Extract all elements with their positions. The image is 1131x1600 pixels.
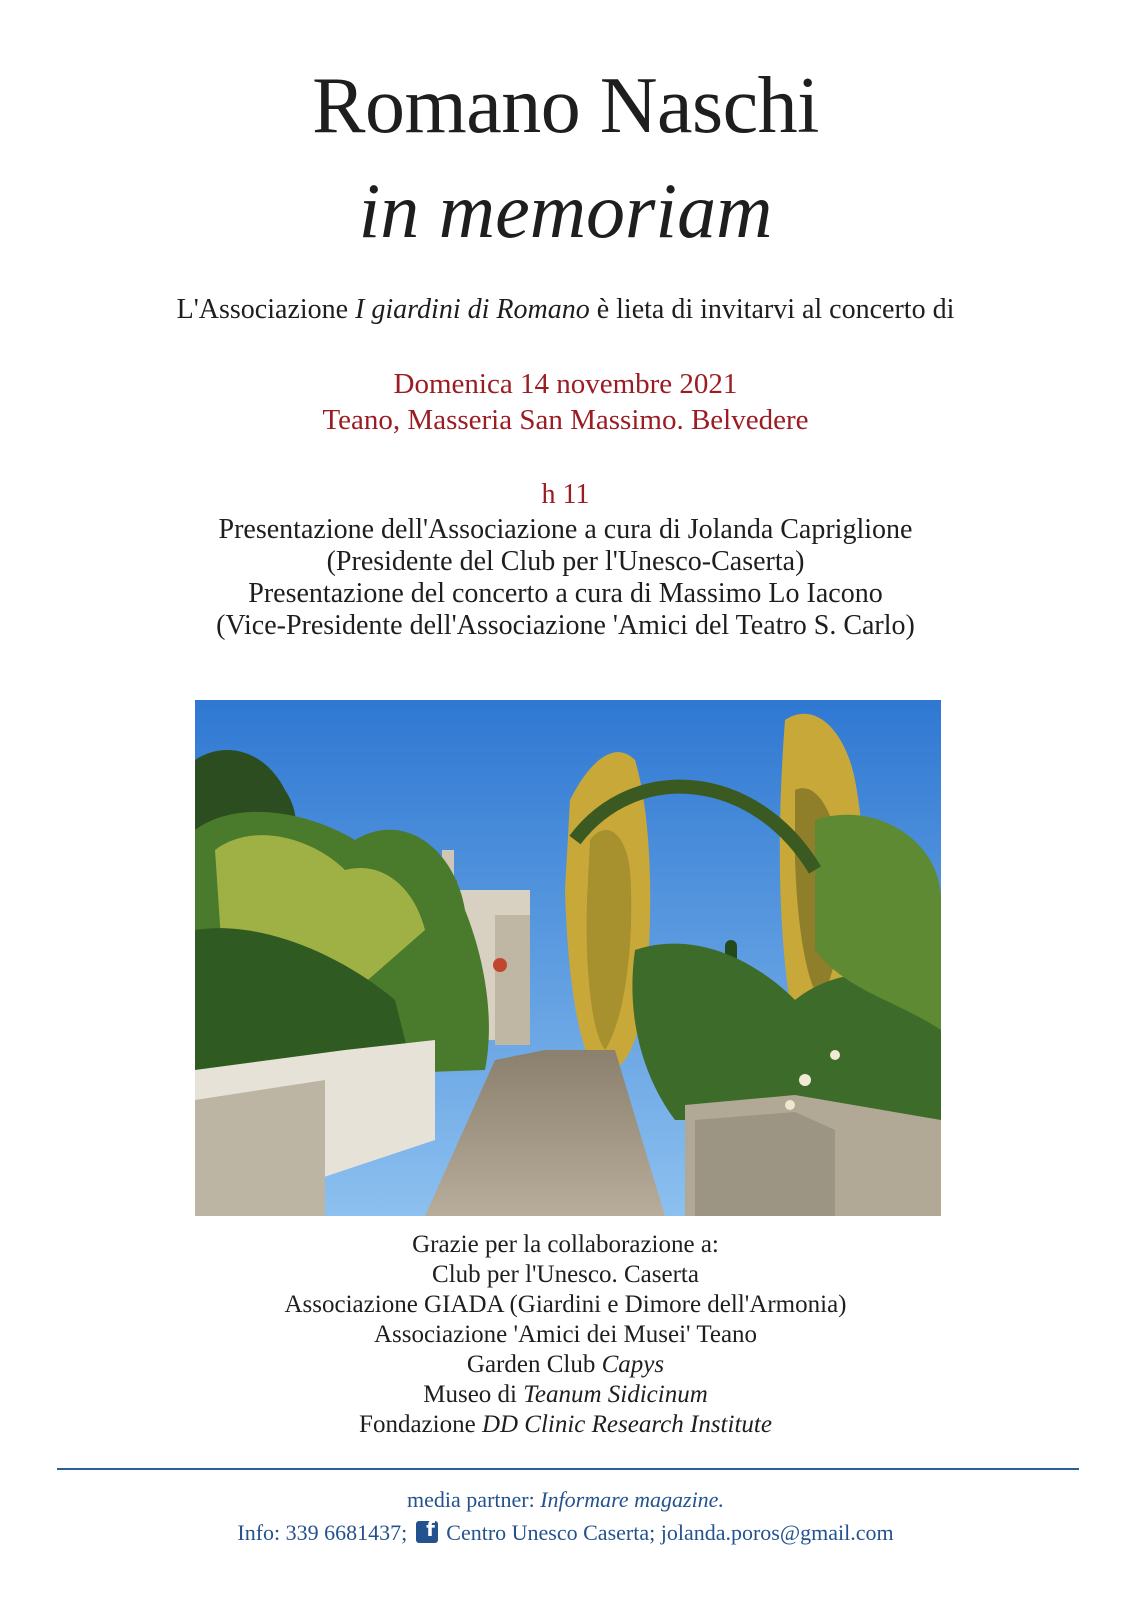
thanks-line-em: DD Clinic Research Institute [481, 1411, 772, 1438]
media-partner-label: media partner: [407, 1487, 541, 1512]
thanks-line: Club per l'Unesco. Caserta [432, 1261, 699, 1288]
thanks-heading: Grazie per la collaborazione a: [412, 1231, 719, 1258]
contact-info [0, 1516, 1131, 1549]
event-date: Domenica 14 novembre 2021 [393, 368, 738, 400]
thanks-line-text: Museo di [423, 1381, 524, 1408]
page-subtitle: in memoriam [358, 167, 773, 254]
contact-links[interactable]: Centro Unesco Caserta; jolanda.poros@gmail.com [440, 1520, 894, 1545]
invitation-line [0, 290, 1131, 330]
invitation-post: è lieta di invitarvi al concerto di [589, 294, 955, 325]
media-partner-name[interactable]: Informare magazine. [540, 1487, 724, 1512]
event-info [0, 366, 1131, 438]
contact-phone: Info: 339 6681437; [237, 1520, 413, 1545]
thanks-line-em: Capys [601, 1351, 665, 1378]
garden-path-photo [195, 700, 941, 1216]
page-title: Romano Naschi [312, 62, 819, 150]
thanks-line [0, 1410, 1131, 1440]
program-line: Presentazione del concerto a cura di Massimo Lo Iacono [248, 578, 883, 609]
invitation-pre: L'Associazione [176, 294, 356, 325]
event-hour: h 11 [541, 479, 590, 510]
thanks-line: Associazione GIADA (Giardini e Dimore dell'Armonia) [284, 1291, 847, 1318]
program-line: Presentazione dell'Associazione a cura di Jolanda Capriglione [218, 514, 913, 545]
association-name: I giardini di Romano [355, 294, 590, 325]
thanks-line-text: Garden Club [466, 1351, 602, 1378]
footer [0, 1483, 1131, 1549]
thanks-line [0, 1380, 1131, 1410]
program-list [0, 514, 1131, 642]
thanks-line-text: Fondazione [359, 1411, 482, 1438]
program-line: (Presidente del Club per l'Unesco-Caserta) [326, 546, 805, 577]
acknowledgements [0, 1230, 1131, 1440]
thanks-line: Associazione 'Amici dei Musei' Teano [373, 1321, 758, 1348]
event-place: Teano, Masseria San Massimo. Belvedere [322, 404, 809, 436]
facebook-icon[interactable] [416, 1521, 438, 1543]
program-line: (Vice-Presidente dell'Associazione 'Amici del Teatro S. Carlo) [216, 610, 915, 641]
thanks-line-em: Teanum Sidicinum [523, 1381, 708, 1408]
thanks-line [0, 1350, 1131, 1380]
media-partner [0, 1483, 1131, 1516]
divider [57, 1468, 1079, 1470]
